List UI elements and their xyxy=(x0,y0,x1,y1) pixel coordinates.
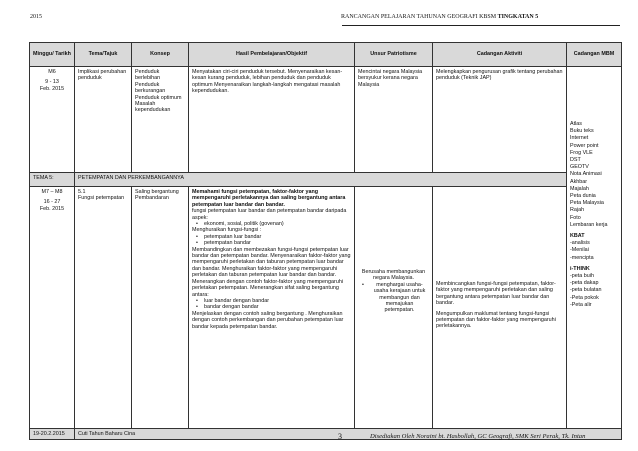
col-header-hasil: Hasil Pembelajaran/Objektif xyxy=(189,43,355,67)
header-title-bold: TINGKATAN 5 xyxy=(497,14,539,20)
mbm-item: Majalah xyxy=(570,185,589,192)
cell-hasil xyxy=(189,187,355,429)
cell-konsep: Saling bergantung Pembandaran xyxy=(132,187,189,429)
mbm-item: Foto xyxy=(570,214,581,221)
lesson-plan-table xyxy=(29,42,622,440)
mbm-item: Peta Malaysia xyxy=(570,200,604,207)
cell-patriotisme: Mencintai negara Malaysia bersyukur kerana negara Malaysia xyxy=(355,67,433,173)
outcome-bullet: • ekonomi, sosial, politik (govenan) xyxy=(192,221,351,227)
kbat-item: -analisis xyxy=(570,240,590,247)
table-row xyxy=(30,67,622,173)
mbm-item: Internet xyxy=(570,135,589,142)
outcome-bullet: • luar bandar dengan bandar xyxy=(192,298,351,304)
theme-label: TEMA 5: xyxy=(30,173,75,187)
mbm-item: Peta dunia xyxy=(570,193,596,200)
cell-mbm xyxy=(567,67,622,429)
col-header-tema: Tema/Tajuk xyxy=(75,43,132,67)
ithink-item: -Peta pokok xyxy=(570,294,599,301)
outcome-bullets xyxy=(192,298,351,311)
col-header-patriotisme: Unsur Patriotisme xyxy=(355,43,433,67)
holiday-date: 19-20.2.2015 xyxy=(30,429,75,440)
theme-title: PETEMPATAN DAN PERKEMBANGANNYA xyxy=(75,173,567,187)
cell-konsep: Penduduk berlebihan Penduduk berkurangan Penduduk optimum Masalah kependudukan xyxy=(132,67,189,173)
learning-outcome-main: Memahami fungsi petempatan, faktor-faktor yang mempengaruhi perletakannya dan saling bergantung antara petempatan luar bandar dan bandar. xyxy=(192,189,346,208)
mbm-item: Rajah xyxy=(570,207,585,214)
theme-row xyxy=(30,173,622,187)
mbm-item: Lembaran kerja xyxy=(570,221,608,228)
topic-title: Fungsi petempatan xyxy=(78,195,125,202)
mbm-item: GEOTV xyxy=(570,164,589,171)
cell-patriotisme xyxy=(355,187,433,429)
mbm-item: Buku teks xyxy=(570,128,594,135)
ithink-item: -Peta alir xyxy=(570,301,592,308)
kbat-title: KBAT xyxy=(570,233,585,240)
cell-aktiviti xyxy=(433,187,567,429)
cell-minggu xyxy=(30,67,75,173)
outcome-bullet: • bandar dengan bandar xyxy=(192,304,351,310)
kbat-item: -mencipta xyxy=(570,254,594,261)
col-header-minggu: Minggu/ Tarikh xyxy=(30,43,75,67)
header-title-text: RANCANGAN PELAJARAN TAHUNAN GEOGRAFI KBSM xyxy=(341,14,497,20)
kbat-item: -Menilai xyxy=(570,247,589,254)
date-month: Feb. 2015 xyxy=(39,205,65,212)
header-year: 2015 xyxy=(30,14,42,20)
outcome-bullet: • petempatan luar bandar xyxy=(192,234,351,240)
col-header-aktiviti: Cadangan Aktiviti xyxy=(433,43,567,67)
ithink-item: -peta dakap xyxy=(570,280,599,287)
outcome-text: Membandingkan dan membezakan fungsi-fungsi petempatan luar bandar dan petempatan bandar. Menyenaraikan faktor-faktor yang mempengaruhi perletakan dan taburan petempatan luar bandar dan bandar. Menghuraikan faktor-faktor yang mempengaruhi perletakan dan taburan petempatan luar bandar dan bandar. Menerangkan dengan contoh faktor-faktor yang mempengaruhi perletakan petempatan. Menerangkan sifat saling bergantung antara: xyxy=(192,246,351,298)
mbm-item: Nota Animasi xyxy=(570,171,602,178)
cell-hasil: Menyatakan ciri-ciri penduduk tersebut. Menyenaraikan kesan-kesan kurang penduduk, lebihan penduduk dan penduduk optimum Menyenaraikan langkah-langkah mengatasi masalah kependudukan. xyxy=(189,67,355,173)
mbm-item: Akhbar xyxy=(570,178,588,185)
col-header-mbm: Cadangan MBM xyxy=(567,43,622,67)
ithink-item: -peta buih xyxy=(570,273,594,280)
page-number: 3 xyxy=(338,432,342,441)
holiday-label: Cuti Tahun Baharu Cina xyxy=(75,429,622,440)
table-row xyxy=(30,187,622,429)
outcome-text: fungsi petempatan luar bandar dan petempatan bandar daripada aspek: xyxy=(192,208,347,221)
cell-minggu xyxy=(30,187,75,429)
ithink-item: -peta bulatan xyxy=(570,287,602,294)
date-range: 16 - 27 xyxy=(43,199,61,206)
header-title xyxy=(341,14,538,20)
outcome-text: Menghuraikan fungsi-fungsi : xyxy=(192,227,262,234)
activity-text: Membincangkan fungsi-fungsi petempatan, faktor-faktor yang mempengaruhi perletakan dan saling bergantung antara petempatan luar bandar dan bandar. xyxy=(436,281,556,307)
table-header-row xyxy=(30,43,622,67)
patriotism-text: Berusaha membangunkan negara Malaysia. xyxy=(361,269,426,282)
outcome-bullets xyxy=(192,234,351,247)
date-month: Feb. 2015 xyxy=(39,85,65,92)
mbm-item: Atlas xyxy=(570,121,582,127)
ithink-title: i-THINK xyxy=(570,265,590,272)
mbm-item: Power point xyxy=(570,142,599,149)
mbm-item: DST xyxy=(570,157,581,164)
footer-credit: Disediakan Oleh Noraini bt. Hasbollah, GC Geografi, SMK Seri Perak, Tk. Intan xyxy=(370,433,586,440)
mbm-item: Frog VLE xyxy=(570,149,593,156)
outcome-text: Menjelaskan dengan contoh saling bergantung . Menghuraikan dengan contoh perkembangan dan perubahan petempatan luar bandar kepada petempatan bandar. xyxy=(192,310,344,330)
cell-aktiviti: Melengkapkan pengurusan grafik tentang perubahan penduduk (Teknik JAP) xyxy=(433,67,567,173)
cell-tema: Implikasi perubahan penduduk xyxy=(75,67,132,173)
col-header-konsep: Konsep xyxy=(132,43,189,67)
outcome-bullets xyxy=(192,221,351,227)
patriotism-bullets xyxy=(358,282,429,314)
header-rule xyxy=(342,25,620,26)
date-range: 9 - 13 xyxy=(45,79,59,86)
week-label: M6 xyxy=(48,69,56,75)
cell-tema xyxy=(75,187,132,429)
activity-text: Mengumpulkan maklumat tentang fungsi-fungsi petempatan dan faktor-faktor yang mempengaruhi perletakannya. xyxy=(436,310,556,330)
topic-number: 5.1 xyxy=(78,189,86,195)
week-label: M7 – M8 xyxy=(41,189,63,195)
outcome-bullet: • petempatan bandar xyxy=(192,240,351,246)
patriotism-bullet: • menghargai usaha-usaha kerajaan untuk membangun dan memajukan petempatan. xyxy=(358,282,429,314)
